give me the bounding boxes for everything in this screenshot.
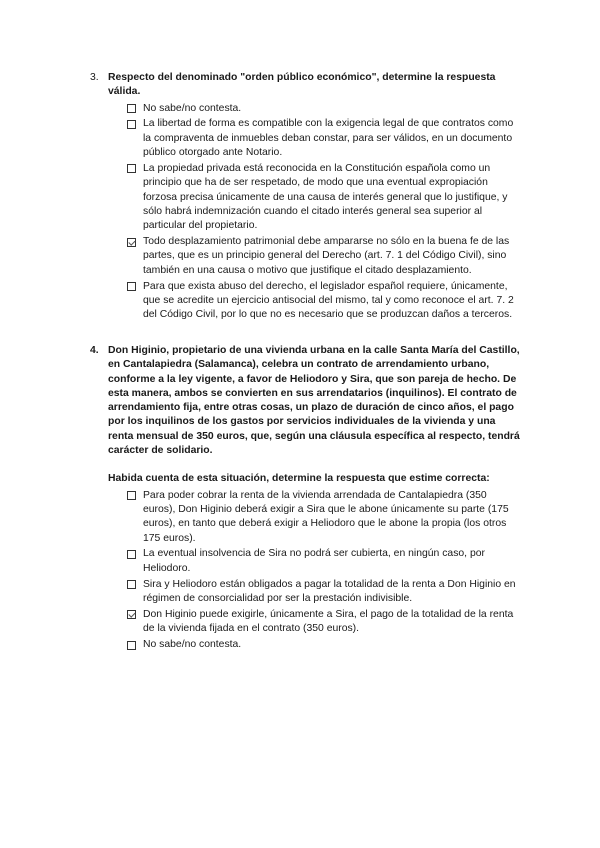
answer-option[interactable] — [90, 547, 520, 576]
question-4 — [90, 344, 520, 654]
checkbox[interactable] — [127, 491, 136, 500]
answer-option[interactable] — [90, 235, 520, 278]
checkbox[interactable] — [127, 580, 136, 589]
answer-option[interactable] — [90, 638, 520, 652]
checkbox[interactable] — [127, 282, 136, 291]
question-prompt: Habida cuenta de esta situación, determine la respuesta que estime correcta: — [108, 473, 490, 485]
question-number: 4. — [90, 345, 99, 356]
checkbox[interactable] — [127, 120, 136, 129]
answer-option[interactable] — [90, 162, 520, 233]
checkbox[interactable] — [127, 164, 136, 173]
checkbox[interactable] — [127, 641, 136, 650]
question-3 — [90, 71, 520, 324]
option-text: Para que exista abuso del derecho, el legislador español requiere, únicamente, que se acredite un ejercicio antisocial del mismo, tal y como reconoce el art. 7. 2 del Código Civil, por lo que no es necesario que se produzcan daños a terceros. — [143, 280, 514, 321]
option-text: Don Higinio puede exigirle, únicamente a Sira, el pago de la totalidad de la renta de la vivienda fijada en el contrato (350 euros). — [143, 608, 514, 635]
checkbox[interactable] — [127, 238, 136, 247]
option-text: La libertad de forma es compatible con la exigencia legal de que contratos como la compraventa de inmuebles deban constar, para ser válidos, en un documento público otorgado ante Notario. — [143, 118, 514, 159]
answer-option[interactable] — [90, 280, 520, 323]
question-text: Don Higinio, propietario de una vivienda urbana en la calle Santa María del Castillo, en Cantalapiedra (Salamanca), celebra un contrato de arrendamiento urbano, conforme a la ley vigente, a favor de Heliodoro y Sira, que son pareja de hecho. De esta manera, ambos se convierten en sus arrendatarios (inquilinos). El contrato de arrendamiento fija, entre otras cosas, un plazo de duración de cinco años, el pago por los inquilinos de los gastos por servicios individuales de la vivienda y una renta mensual de 350 euros, que, según una cláusula específica al respecto, tendrá carácter de solidario. — [108, 345, 520, 457]
option-text: La propiedad privada está reconocida en la Constitución española como un principio que ha de ser respetado, de modo que una eventual expropiación forzosa precisa únicamente de una causa de interés general que lo justifique, y sólo habrá indemnización cuando el citado interés general sea superior al particular del propietario. — [143, 162, 508, 232]
option-text: La eventual insolvencia de Sira no podrá ser cubierta, en ningún caso, por Heliodoro. — [143, 548, 485, 574]
answer-option[interactable] — [90, 578, 520, 607]
option-text: Para poder cobrar la renta de la vivienda arrendada de Cantalapiedra (350 euros), Don Higinio deberá exigir a Sira que le abone únicamente su parte (175 euros), en tanto que deberá exigir a Heliodoro que le abone la propia (los otros 175 euros). — [143, 489, 509, 544]
checkbox[interactable] — [127, 610, 136, 619]
checkbox[interactable] — [127, 104, 136, 113]
option-text: No sabe/no contesta. — [143, 639, 242, 651]
checkbox[interactable] — [127, 550, 136, 559]
answer-option[interactable] — [90, 489, 520, 546]
option-text: Todo desplazamiento patrimonial debe ampararse no sólo en la buena fe de las partes, que es un principio general del Derecho (art. 7. 1 del Código Civil), sino también en una causa o motivo que justifique el citado desplazamiento. — [143, 236, 510, 276]
option-text: No sabe/no contesta. — [143, 102, 242, 114]
answer-options — [90, 489, 520, 653]
answer-option[interactable] — [90, 608, 520, 637]
option-text: Sira y Heliodoro están obligados a pagar la totalidad de la renta a Don Higinio en régimen de consorcialidad por ser la prestación indivisible. — [143, 578, 516, 604]
answer-option[interactable] — [90, 117, 520, 160]
question-number: 3. — [90, 72, 99, 83]
answer-options — [90, 102, 520, 323]
question-text: Respecto del denominado "orden público económico", determine la respuesta válida. — [108, 72, 496, 98]
answer-option[interactable] — [90, 102, 520, 116]
